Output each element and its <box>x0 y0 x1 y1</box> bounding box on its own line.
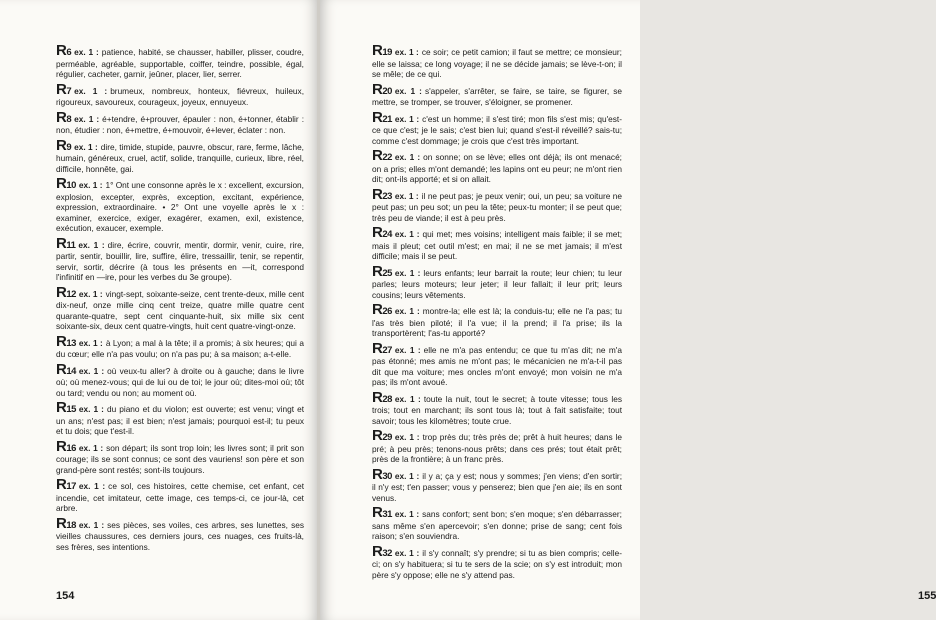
entry-number: 17 <box>66 481 76 492</box>
entry-label <box>56 333 76 350</box>
entry-letter: R <box>372 301 383 318</box>
entry-letter: R <box>372 262 383 280</box>
exercise-label: ex. 1 : <box>78 481 106 491</box>
entry-text: trop près du; très près de; prêt à huit heures; dans le pré; à peu près; tenons-nous prêts; dans ces prés; tout était prêt; près de la frontière; à un franc près. <box>372 432 622 464</box>
answer-entry <box>372 388 623 427</box>
entry-label <box>56 42 71 59</box>
entry-number: 21 <box>382 113 392 125</box>
entry-label <box>56 515 76 532</box>
exercise-label: ex. 1 : <box>394 306 420 316</box>
entry-text: il y a; ça y est; nous y sommes; j'en viens; d'en sortir; il n'y est; t'en passer; vous y penserez; bien que j'en aie; ils en sont venus. <box>372 470 622 503</box>
entry-number: 30 <box>382 470 392 482</box>
entry-number: 9 <box>66 141 72 153</box>
entry-text: il s'y connaît; s'y prendre; si tu as bien compris; celle-ci; on s'y habituera; si tu te sers de la scie; on s'y est introduit; mon père s'y oppose; elle ne s'y attend pas. <box>372 547 622 580</box>
entry-letter: R <box>372 465 383 483</box>
entry-number: 7 <box>66 85 72 97</box>
answer-entry <box>56 283 304 332</box>
exercise-label: ex. 1 : <box>78 519 105 530</box>
entry-text: dire, timide, stupide, pauvre, obscur, rare, ferme, lâche, humain, généreux, cruel, actif, solide, tranquille, curieux, libre, réel, difficile, honnête, gai. <box>56 141 304 174</box>
entry-letter: R <box>372 108 383 126</box>
entry-number: 13 <box>66 337 76 349</box>
entry-label <box>372 504 392 521</box>
entry-label <box>372 389 392 406</box>
entry-letter: R <box>372 427 383 444</box>
entry-number: 27 <box>382 344 392 356</box>
exercise-label: ex. 1 : <box>394 229 420 239</box>
entry-label <box>372 147 392 164</box>
answer-entry <box>372 427 622 465</box>
entry-text: qui met; mes voisins; intelligent mais faible; il se met; mais il pleut; cet outil m'est; en mai; il ne se met jamais; il m'est difficile; mais il se peut. <box>372 229 622 261</box>
exercise-label: ex. 1 : <box>394 152 421 162</box>
exercise-label: ex. 1 : <box>394 432 420 442</box>
page-number-right: 155 <box>918 590 936 602</box>
entry-number: 11 <box>66 239 76 251</box>
answer-entry <box>372 42 622 80</box>
entry-text: du piano et du violon; est ouverte; est venu; vingt et un ans; n'est pas; il est bien; n'est jamais; pourquoi est-il; tu peux et tu dois; que t'est-il. <box>56 404 304 436</box>
entry-letter: R <box>372 42 383 59</box>
entry-label <box>56 81 71 98</box>
entry-number: 6 <box>66 47 72 58</box>
entry-label <box>56 284 76 301</box>
entry-text: vingt-sept, soixante-seize, cent trente-deux, mille cent dix-neuf, onze mille cinq cent treize, quatre mille quatre cent quarante-quatre, sept cent cinquante-huit, six mille six cent soixante-six, deux cent quatre-vingts, huit cent quatre-vingt-onze. <box>56 288 304 331</box>
exercise-label: ex. 1 : <box>78 337 103 348</box>
entry-text: ce soir; ce petit camion; il faut se mettre; ce monsieur; elle se laissa; ce long voyage; il ne se décide jamais; se lève-t-on; il se mêle; de ce qui. <box>372 47 622 79</box>
exercise-label: ex. 1 : <box>394 267 421 278</box>
entry-label <box>56 109 71 126</box>
entry-text: à Lyon; a mal à la tête; il a promis; à six heures; qui a du cœur; elle n'a pas voulu; on n'a pas pu; à sa maison; a-t-elle. <box>56 337 304 359</box>
exercise-label: ex. 1 : <box>394 344 421 355</box>
entry-label <box>372 186 392 203</box>
entry-text: sans confort; sent bon; s'en moque; s'en débarrasser; sans même s'en apercevoir; s'en donne; prise de sang; cent fois raison; s'en souviendra. <box>372 509 622 541</box>
entry-label <box>372 340 392 357</box>
answer-entry <box>56 399 304 437</box>
exercise-label: ex. 1 : <box>394 470 420 481</box>
exercise-label: ex. 1 : <box>78 288 103 299</box>
entry-text: s'appeler, s'arrêter, se faire, se taire, se figurer, se mettre, se tromper, se trouver, s'éloigner, se promener. <box>372 85 622 107</box>
entry-letter: R <box>372 224 383 241</box>
entry-letter: R <box>56 399 67 416</box>
entry-text: leurs enfants; leur barrait la route; leur chien; tu leur parles; leurs moteurs; leur jeter; il leur fallait; il leur prit; leurs cousins; leurs vêtements. <box>372 267 622 300</box>
entry-number: 29 <box>382 432 392 443</box>
entry-letter: R <box>372 339 383 357</box>
entry-text: ce sol, ces histoires, cette chemise, cet enfant, cet incendie, cet imitateur, cette image, ces temps-ci, ce jour-là, cet arbre. <box>56 481 304 513</box>
entry-text: elle ne m'a pas entendu; ce que tu m'as dit; ne m'a pas étonné; mes amis ne m'ont pas; le mécanicien ne m'a-t-il pas dit que ma voiture; mes oncles m'ont envoyé; mon voisin ne m'a pas; ils m'ont avoué. <box>372 344 622 387</box>
entry-letter: R <box>56 80 67 98</box>
entry-number: 24 <box>382 229 392 240</box>
exercise-label: ex. 1 : <box>394 47 419 57</box>
entry-letter: R <box>56 234 67 252</box>
exercise-label: ex. 1 : <box>394 113 420 124</box>
entry-number: 16 <box>66 442 76 454</box>
left-page-entries <box>56 42 304 557</box>
answer-entry <box>56 42 304 80</box>
exercise-label: ex. 1 : <box>74 141 98 152</box>
entry-text: il ne peut pas; je peux venir; oui, un peu; sa voiture ne peut pas; un peu sot; un peu la tête; peux-tu monter; il se peut que; très peu de viande; il est à peu près. <box>372 190 622 223</box>
answer-entry <box>372 185 622 224</box>
entry-text: c'est un homme; il s'est tiré; mon fils s'est mis; qu'est-ce que c'est; je le sais; c'est bien lui; quand s'est-il réveillé? sais-tu; comme c'est dommage; je crois que c'est très important. <box>372 113 622 146</box>
entry-number: 28 <box>382 393 392 405</box>
entry-text: 1° Ont une consonne après le x : excellent, excursion, explosion, excepter, exprès, exception, excitant, expérience, expression, extraordinaire. • 2° Ont une voyelle après le x : examiner, exercice, exiger, exagérer, examen, exil, existence, exécution, exaucer, exemple. <box>56 180 304 233</box>
answer-entry <box>372 224 622 262</box>
entry-text: ses pièces, ses voiles, ces arbres, ses lunettes, ses vieilles chaussures, ces derniers jours, ces nuages, ces fruits-là, ses frères, ses intentions. <box>56 519 304 552</box>
entry-letter: R <box>372 388 383 406</box>
exercise-label: ex. 1 : <box>394 547 420 558</box>
exercise-label: ex. 1 : <box>78 365 105 376</box>
entry-number: 22 <box>382 152 392 163</box>
exercise-label: ex. 1 : <box>78 442 104 453</box>
entry-text: montre-la; elle est là; la conduis-tu; elle ne l'a pas; tu l'as très bien piloté; il l'a vue; il la prend; il l'a prise; ils la transportèrent; l'as-tu apporté? <box>372 306 622 338</box>
entry-letter: R <box>56 514 67 532</box>
exercise-label: ex. 1 : <box>74 113 100 124</box>
entry-letter: R <box>56 42 67 59</box>
exercise-label: ex. 1 : <box>78 239 105 250</box>
entry-number: 14 <box>66 365 76 377</box>
exercise-label: ex. 1 : <box>74 47 99 57</box>
left-page <box>0 0 318 620</box>
answer-entry <box>56 80 304 108</box>
answer-entry <box>56 360 304 399</box>
entry-text: é+tendre, é+prouver, épauler : non, é+tonner, établir : non, étudier : non, é+mettre, é+mouvoir, é+lever, éclater : non. <box>56 113 304 135</box>
entry-number: 19 <box>382 47 392 58</box>
answer-entry <box>56 234 304 283</box>
answer-entry <box>372 504 622 542</box>
answer-entry <box>372 542 622 581</box>
entry-label <box>372 543 392 560</box>
entry-letter: R <box>372 147 383 164</box>
entry-letter: R <box>372 504 383 521</box>
entry-number: 10 <box>66 180 76 191</box>
exercise-label: ex. 1 : <box>394 509 420 519</box>
answer-entry <box>56 437 304 476</box>
entry-label <box>372 109 392 126</box>
answer-entry <box>372 80 622 108</box>
answer-entry <box>372 465 622 504</box>
entry-letter: R <box>372 185 383 203</box>
entry-label <box>372 81 392 98</box>
entry-number: 32 <box>382 547 392 559</box>
entry-number: 15 <box>66 404 76 415</box>
right-page-entries <box>372 42 623 585</box>
entry-label <box>56 235 75 252</box>
answer-entry <box>372 147 622 185</box>
exercise-label: ex. 1 : <box>74 85 108 96</box>
entry-label <box>372 466 392 483</box>
answer-entry <box>56 476 304 514</box>
entry-letter: R <box>56 476 67 493</box>
answer-entry <box>372 339 622 388</box>
entry-text: où veux-tu aller? à droite ou à gauche; dans le livre où; où menez-vous; qui de lui ou de toi; le jour où; dites-moi où; tôt ou tard; vendu ou non; au moment où. <box>56 365 304 398</box>
exercise-label: ex. 1 : <box>394 393 421 404</box>
exercise-label: ex. 1 : <box>394 85 422 96</box>
entry-letter: R <box>56 108 67 126</box>
entry-label <box>56 361 76 378</box>
entry-number: 8 <box>66 113 72 125</box>
answer-entry <box>56 175 304 234</box>
exercise-label: ex. 1 : <box>394 190 419 201</box>
entry-number: 26 <box>382 306 392 317</box>
entry-letter: R <box>372 542 383 560</box>
entry-number: 20 <box>382 85 392 97</box>
entry-label <box>372 42 392 59</box>
page-number-left: 154 <box>56 590 75 602</box>
entry-letter: R <box>372 80 383 98</box>
entry-letter: R <box>56 175 67 192</box>
entry-letter: R <box>56 360 67 378</box>
answer-entry <box>56 108 304 136</box>
answer-entry <box>56 136 304 175</box>
entry-label <box>56 137 71 154</box>
entry-text: dire, écrire, couvrir, mentir, dormir, venir, cuire, rire, partir, sentir, bouillir, lire, suffire, élire, tressaillir, tenir, se repentir, servir, sortir, décrire (à tous les présents en —it, correspond l'infinitif en —ire, pour les verbes du 3e groupe). <box>56 239 304 282</box>
entry-number: 18 <box>66 519 76 531</box>
answer-entry <box>56 332 304 360</box>
entry-label <box>372 263 392 280</box>
entry-label <box>372 427 392 444</box>
entry-label <box>56 399 76 416</box>
entry-number: 23 <box>382 190 392 202</box>
entry-number: 12 <box>66 288 76 300</box>
entry-letter: R <box>56 437 67 455</box>
entry-letter: R <box>56 332 67 350</box>
entry-label <box>56 175 76 192</box>
entry-label <box>372 301 392 318</box>
answer-entry <box>56 514 304 553</box>
entry-text: brumeux, nombreux, honteux, fiévreux, huileux, rigoureux, savoureux, courageux, joyeux, ennuyeux. <box>56 85 304 107</box>
entry-letter: R <box>56 283 67 301</box>
answer-entry <box>372 262 622 301</box>
answer-entry <box>372 108 622 147</box>
answer-entry <box>372 301 622 339</box>
entry-label <box>56 438 76 455</box>
entry-letter: R <box>56 136 67 154</box>
entry-label <box>56 476 76 493</box>
entry-text: son départ; ils sont trop loin; les livres sont; il prit son courage; ils se sont connus; ce sont des vauriens! son père et son grand-père sont restés; sont-ils toujours. <box>56 442 304 475</box>
entry-text: toute la nuit, tout le secret; à toute vitesse; tous les trois; tout en marchant; ils sont tous là; tout à fait satisfaite; tout savoir; tous les kilomètres; toute crue. <box>372 393 623 426</box>
entry-number: 31 <box>382 509 392 520</box>
exercise-label: ex. 1 : <box>78 180 103 190</box>
entry-text: on sonne; on se lève; elles ont déjà; ils ont menacé; on a pris; elles m'ont demandé; les lapins ont eu peur; ne m'ont rien dit; ont-ils apporté; et si on allait. <box>372 152 622 184</box>
entry-text: patience, habité, se chausser, habiller, plisser, coudre, perméable, agréable, supportable, coiffer, teindre, possible, égal, régulier, cacheter, garnir, jeûner, placer, lier, serrer. <box>56 47 304 79</box>
exercise-label: ex. 1 : <box>78 404 104 414</box>
entry-number: 25 <box>382 267 392 279</box>
entry-label <box>372 224 392 241</box>
